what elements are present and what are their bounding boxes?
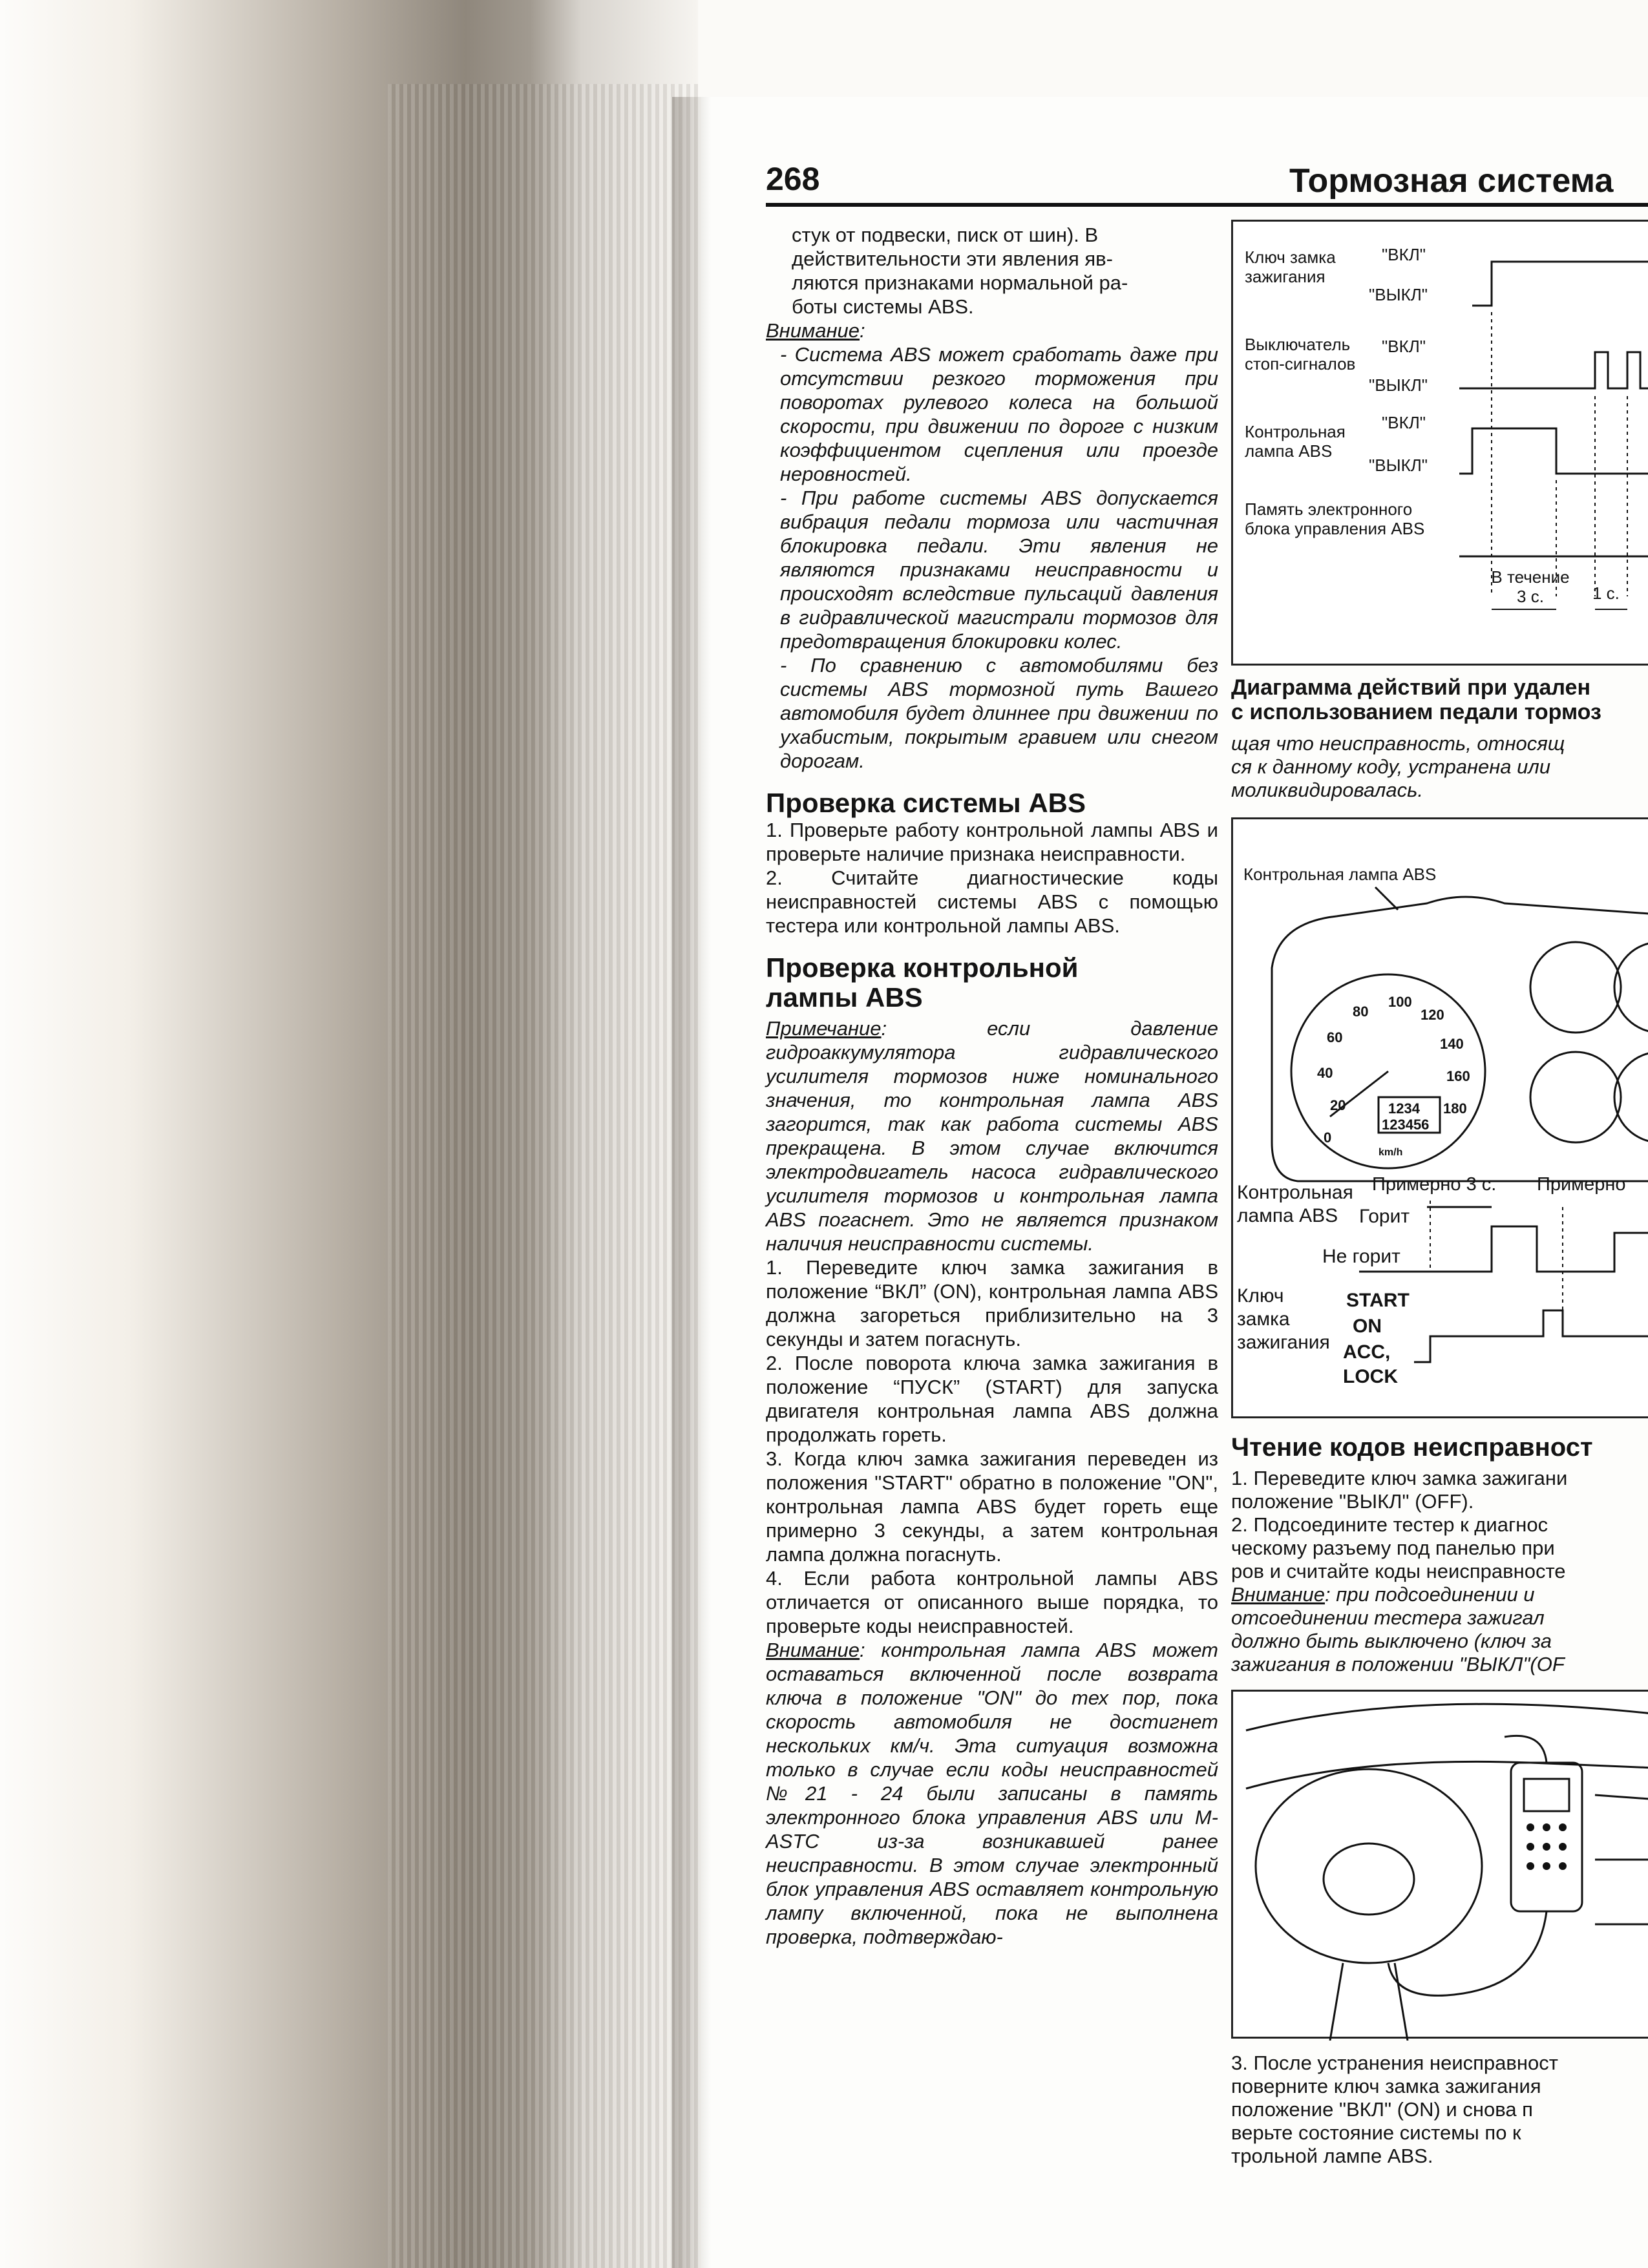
center-console [1595,1795,1648,1924]
heading-lamp-check: Проверка контрольной лампы ABS [766,952,1079,1013]
tester-key [1543,1843,1550,1851]
lamp-step: 4. Если работа контрольной лампы ABS отличается от описанного выше порядка, то проверьте коды неисправностей. [766,1567,1218,1637]
timing-diagram-frame [1231,220,1648,666]
section-title: Тормозная система [1289,162,1614,200]
speed-tick: 40 [1317,1065,1333,1081]
intro-paragraph [766,223,1218,319]
speed-tick: 100 [1388,994,1412,1010]
attention2-paragraph: Внимание: контрольная лампа ABS может оставаться включенной после возврата ключа в положение "ON" до тех пор, пока скорость автомобиля не достигнет нескольких км/ч. Эта ситуация возможна только в случае если коды неисправностей №21 - 24 были записаны в память электронного блока управления ABS или M-ASTC из-за возникавшей ранее неисправности. В этом случае электронный блок управления ABS оставляет контрольную лампу включенной, пока не выполнена проверка, подтверждаю- [766,1639,1218,1948]
steering-hub [1324,1843,1414,1915]
intro-line: действительности эти явления яв- [792,247,1113,270]
odometer-trip: 1234 [1388,1100,1420,1117]
row-label-stop-switch: Выключатель стоп-сигналов [1245,335,1356,373]
tester-illustration [1233,1692,1648,2041]
ignition-key-signal [1472,262,1648,306]
row-label-ignition: Ключ замка зажигания [1245,247,1336,286]
attention-item: - При работе системы ABS допускается вибрация педали тормоза или частичная блокировка педали. Эти явления не являются признаками неисправности и происходят вследствие пульсаций давления в гидравлической магистрали тормозов для предотвращения блокировки колес. [780,487,1218,653]
during-label: В течение 3 с. [1491,567,1570,606]
indicator-dial [1530,1052,1621,1142]
tester-key [1559,1823,1567,1831]
tester-key [1527,1823,1534,1831]
heading-read-codes: Чтение кодов неисправност [1231,1433,1593,1462]
tester-key [1527,1843,1534,1851]
speed-tick: 140 [1440,1036,1464,1052]
book-page-edges [388,84,698,2268]
row-on-abs-lamp: "ВКЛ" [1382,413,1426,432]
continued-text: щая что неисправность, относящ ся к данному коду, устранена или моликвидировалась. [1231,732,1565,801]
read-steps: 1. Переведите ключ замка зажигани положение "ВЫКЛ" (OFF). 2. Подсоедините тестер к диагнос ческому разъему под панелью при ров и считайте коды неисправносте Внимание: при подсоединении и отсоединении тестера зажигал должно быть выключено (ключ за зажигания в положении "ВЫКЛ"(OF [1231,1467,1568,1675]
tester-cable [1388,1911,1547,1995]
approx-3s-label: Примерно 3 с. [1372,1174,1497,1195]
callout-leader [1375,887,1398,910]
diagnostic-tester [1511,1763,1582,1911]
tester-key [1543,1823,1550,1831]
abs-lamp-callout: Контрольная лампа ABS [1243,865,1437,884]
tester-cable-top [1505,1736,1547,1763]
lamp-step: 1. Переведите ключ замка зажигания в положение “ВКЛ” (ON), контрольная лампа ABS должна загореться приблизительно на 3 секунды и затем погаснуть. [766,1256,1218,1350]
indicator-dial [1614,1052,1648,1142]
heading-abs-check: Проверка системы ABS [766,788,1086,818]
speed-tick: 60 [1327,1029,1343,1045]
key-label: Ключ замка зажигания [1237,1285,1330,1353]
row-off-abs-lamp: "ВЫКЛ" [1369,456,1428,475]
lamp-on-label: Горит [1359,1206,1410,1227]
row-on-ignition: "ВКЛ" [1382,245,1426,264]
gauge-dial [1530,942,1621,1033]
tester-key [1559,1843,1567,1851]
lamp-timing-signal [1359,1226,1648,1272]
odometer-total: 123456 [1382,1117,1430,1133]
lamp-step: 2. После поворота ключа замка зажигания в положение “ПУСК” (START) для запуска двигателя контрольная лампа ABS должна продолжать гореть. [766,1352,1218,1446]
key-start: START [1346,1290,1410,1311]
steering-wheel [1256,1769,1482,1963]
right-column [1231,220,1648,2268]
speed-unit: km/h [1379,1147,1403,1158]
row-off-ignition: "ВЫКЛ" [1369,285,1428,304]
row-off-stop-switch: "ВЫКЛ" [1369,375,1428,395]
row-label-abs-lamp: Контрольная лампа ABS [1245,422,1346,461]
check-step: 2. Считайте диагностические коды неисправностей системы ABS с помощью тестера или контрольной лампы ABS. [766,866,1218,937]
final-steps: 3. После устранения неисправност поверните ключ замка зажигания положение "ВКЛ" (ON) и снова п верьте состояние системы по к трольной лампе ABS. [1231,2052,1558,2167]
tester-key [1527,1862,1534,1870]
key-timing-signal [1414,1310,1648,1362]
speed-tick: 180 [1443,1100,1467,1117]
lamp-step: 3. Когда ключ замка зажигания переведен из положения "START" обратно в положение "ON", контрольная лампа ABS будет гореть еще примерно 3 секунды, а затем контрольная лампа должна погаснуть. [766,1447,1218,1566]
key-on: ON [1353,1316,1382,1337]
one-second-label: 1 с. [1592,583,1620,603]
attention-item: - Система ABS может сработать даже при отсутствии резкого торможения при поворотах рулевого колеса на большой скорости, при движении по дороге с низким коэффициентом сцепления или проезде неровностей. [780,343,1218,485]
check-step: 1. Проверьте работу контрольной лампы ABS и проверьте наличие признака неисправности. [766,819,1218,865]
tester-screen [1524,1779,1569,1811]
timing-lamp-label: Контрольная лампа ABS [1237,1182,1353,1226]
gauge-dial [1614,942,1648,1033]
steering-column [1330,1963,1408,2041]
speed-tick: 120 [1421,1007,1444,1023]
tester-illustration-frame [1231,1690,1648,2039]
tester-key [1559,1862,1567,1870]
row-label-ecu-memory: Память электронного блока управления ABS [1245,499,1425,538]
attention-item: - По сравнению с автомобилями без системы ABS тормозной путь Вашего автомобиля будет длиннее при движении по ухабистым, покрытым гравием или снегом дорогам. [780,654,1218,772]
tester-key [1543,1862,1550,1870]
abs-lamp-signal [1459,428,1648,474]
speed-tick: 20 [1330,1097,1346,1113]
speed-tick: 160 [1446,1068,1470,1084]
speed-tick: 0 [1324,1129,1332,1146]
note-paragraph: Примечание: если давление гидроаккумулятора гидравлического усилителя тормозов ниже номинального значения, то контрольная лампа ABS загорится, так как работа системы ABS прекращена. В этом случае включится электродвигатель насоса гидравлического усилителя тормозов и контрольная лампа ABS погаснет. Это не является признаком наличия неисправности системы. [766,1017,1218,1255]
approx-label: Примерно [1537,1174,1626,1195]
windshield-outline [1246,1704,1648,1730]
lamp-off-label: Не горит [1322,1246,1400,1267]
intro-line: боты системы ABS. [792,295,974,318]
stop-switch-signal [1459,352,1648,388]
intro-line: ляются признаками нормальной ра- [792,271,1128,294]
page-number: 268 [766,161,820,197]
attention-label: Внимание: [766,319,865,342]
speed-tick: 80 [1353,1003,1369,1020]
key-lock: LOCK [1343,1366,1398,1387]
row-on-stop-switch: "ВКЛ" [1382,337,1426,356]
page-gutter-shadow [672,97,711,2268]
cluster-diagram-frame [1231,817,1648,1418]
left-column [766,223,1218,1949]
intro-line: стук от подвески, писк от шин). В [792,224,1099,246]
diagram1-caption: Диаграмма действий при удален с использованием педали тормоз [1231,675,1601,724]
page-header [766,155,1648,207]
key-acc: ACC, [1343,1341,1391,1363]
